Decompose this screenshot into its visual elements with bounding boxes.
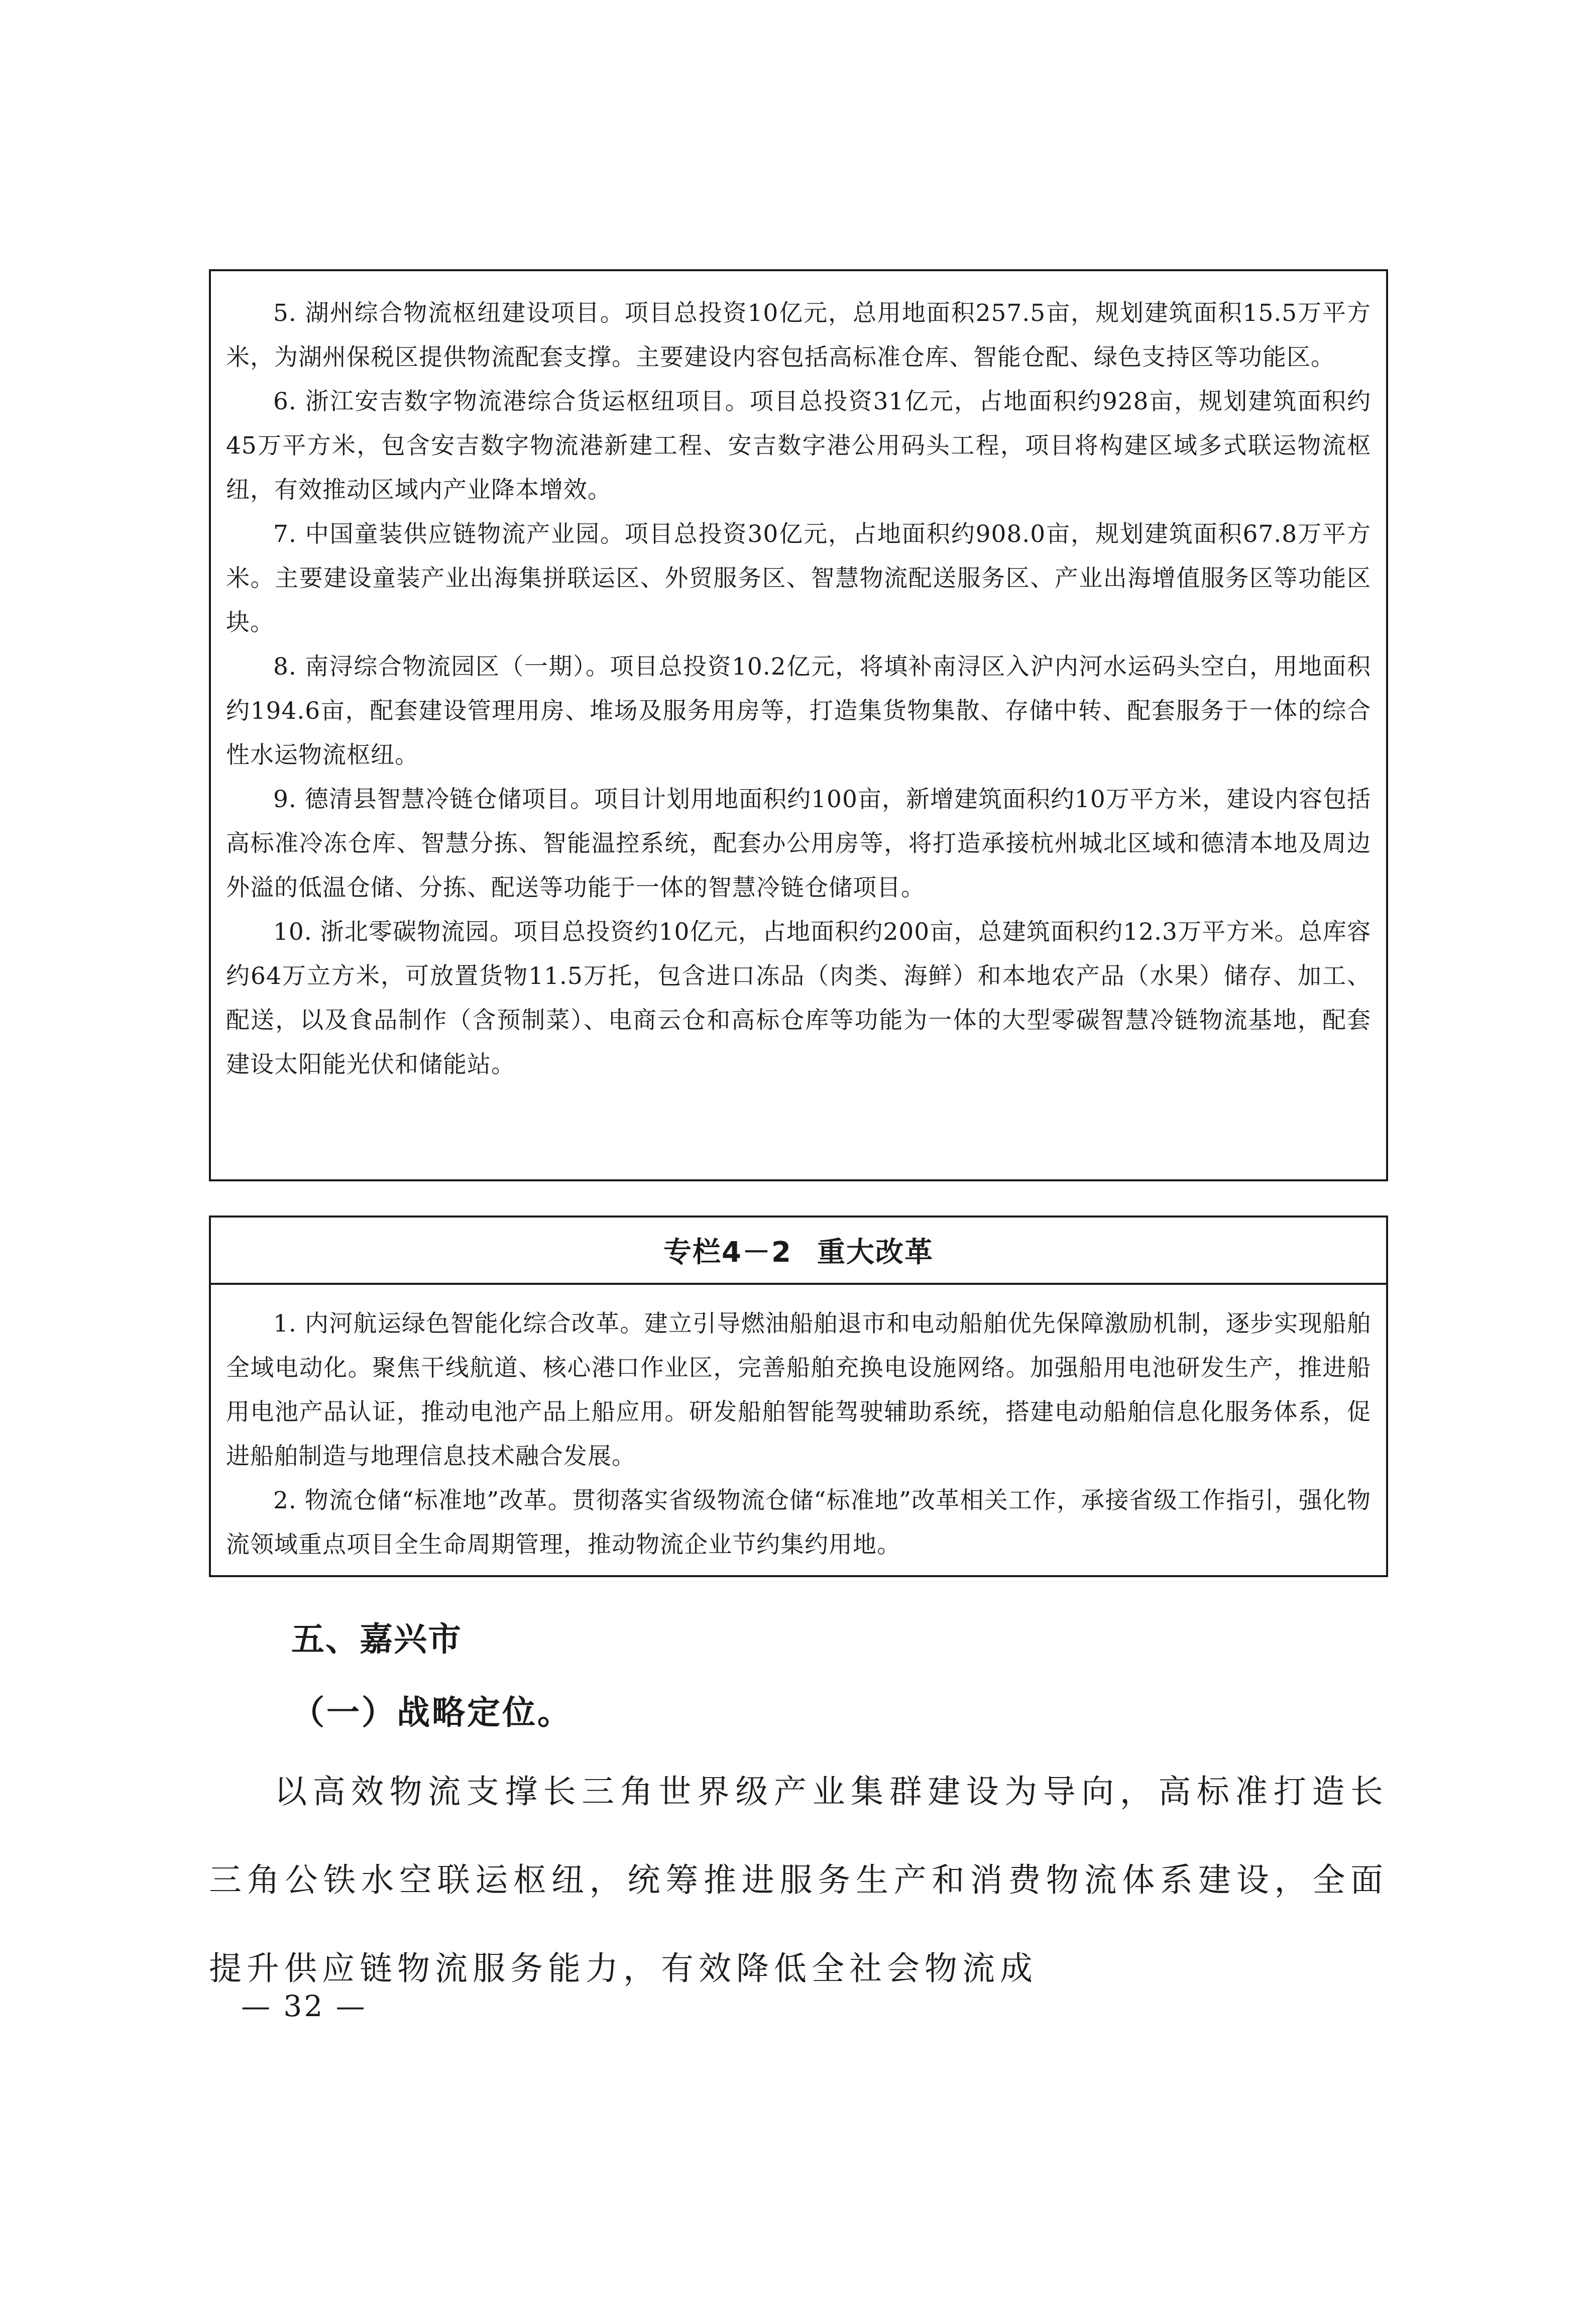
column-label: 专栏4－2 xyxy=(663,1236,792,1269)
section-heading: 五、嘉兴市 xyxy=(291,1620,462,1659)
body-paragraph: 以高效物流支撑长三角世界级产业集群建设为导向，高标准打造长三角公铁水空联运枢纽，统筹推进服务生产和消费物流体系建设，全面提升供应链物流服务能力，有效降低全社会物流成 xyxy=(209,1773,1388,1988)
project-item-8: 8. 南浔综合物流园区（一期）。项目总投资10.2亿元，将填补南浔区入沪内河水运码头空白，用地面积约194.6亩，配套建设管理用房、堆场及服务用房等，打造集货物集散、存储中转、配套服务于一体的综合性水运物流枢纽。 xyxy=(226,653,1371,769)
project-item-5: 5. 湖州综合物流枢纽建设项目。项目总投资10亿元，总用地面积257.5亩，规划建筑面积15.5万平方米，为湖州保税区提供物流配套支撑。主要建设内容包括高标准仓库、智能仓配、绿色支持区等功能区。 xyxy=(226,299,1371,371)
reform-column-title xyxy=(211,1218,1386,1285)
reform-column-body xyxy=(211,1285,1386,1567)
project-item-9: 9. 德清县智慧冷链仓储项目。项目计划用地面积约100亩，新增建筑面积约10万平方米，建设内容包括高标准冷冻仓库、智慧分拣、智能温控系统，配套办公用房等，将打造承接杭州城北区域和德清本地及周边外溢的低温仓储、分拣、配送等功能于一体的智慧冷链仓储项目。 xyxy=(226,786,1371,902)
column-title: 重大改革 xyxy=(817,1236,934,1269)
page-number: — 32 — xyxy=(241,1989,367,2023)
project-list-box xyxy=(209,269,1388,1181)
project-item-7: 7. 中国童装供应链物流产业园。项目总投资30亿元，占地面积约908.0亩，规划建筑面积67.8万平方米。主要建设童装产业出海集拼联运区、外贸服务区、智慧物流配送服务区、产业出海增值服务区等功能区块。 xyxy=(226,520,1371,636)
reform-item-1: 1. 内河航运绿色智能化综合改革。建立引导燃油船舶退市和电动船舶优先保障激励机制，逐步实现船舶全域电动化。聚焦干线航道、核心港口作业区，完善船舶充换电设施网络。加强船用电池研发生产，推进船用电池产品认证，推动电池产品上船应用。研发船舶智能驾驶辅助系统，搭建电动船舶信息化服务体系，促进船舶制造与地理信息技术融合发展。 xyxy=(226,1310,1371,1470)
project-item-10: 10. 浙北零碳物流园。项目总投资约10亿元，占地面积约200亩，总建筑面积约12.3万平方米。总库容约64万立方米，可放置货物11.5万托，包含进口冻品（肉类、海鲜）和本地农产品（水果）储存、加工、配送，以及食品制作（含预制菜）、电商云仓和高标仓库等功能为一体的大型零碳智慧冷链物流基地，配套建设太阳能光伏和储能站。 xyxy=(226,918,1371,1078)
reform-column-box xyxy=(209,1216,1388,1577)
project-item-6: 6. 浙江安吉数字物流港综合货运枢纽项目。项目总投资31亿元，占地面积约928亩，规划建筑面积约45万平方米，包含安吉数字物流港新建工程、安吉数字港公用码头工程，项目将构建区域多式联运物流枢纽，有效推动区域内产业降本增效。 xyxy=(226,388,1371,504)
reform-item-2: 2. 物流仓储“标准地”改革。贯彻落实省级物流仓储“标准地”改革相关工作，承接省级工作指引，强化物流领域重点项目全生命周期管理，推动物流企业节约集约用地。 xyxy=(226,1487,1371,1559)
sub-heading: （一）战略定位。 xyxy=(291,1693,573,1732)
